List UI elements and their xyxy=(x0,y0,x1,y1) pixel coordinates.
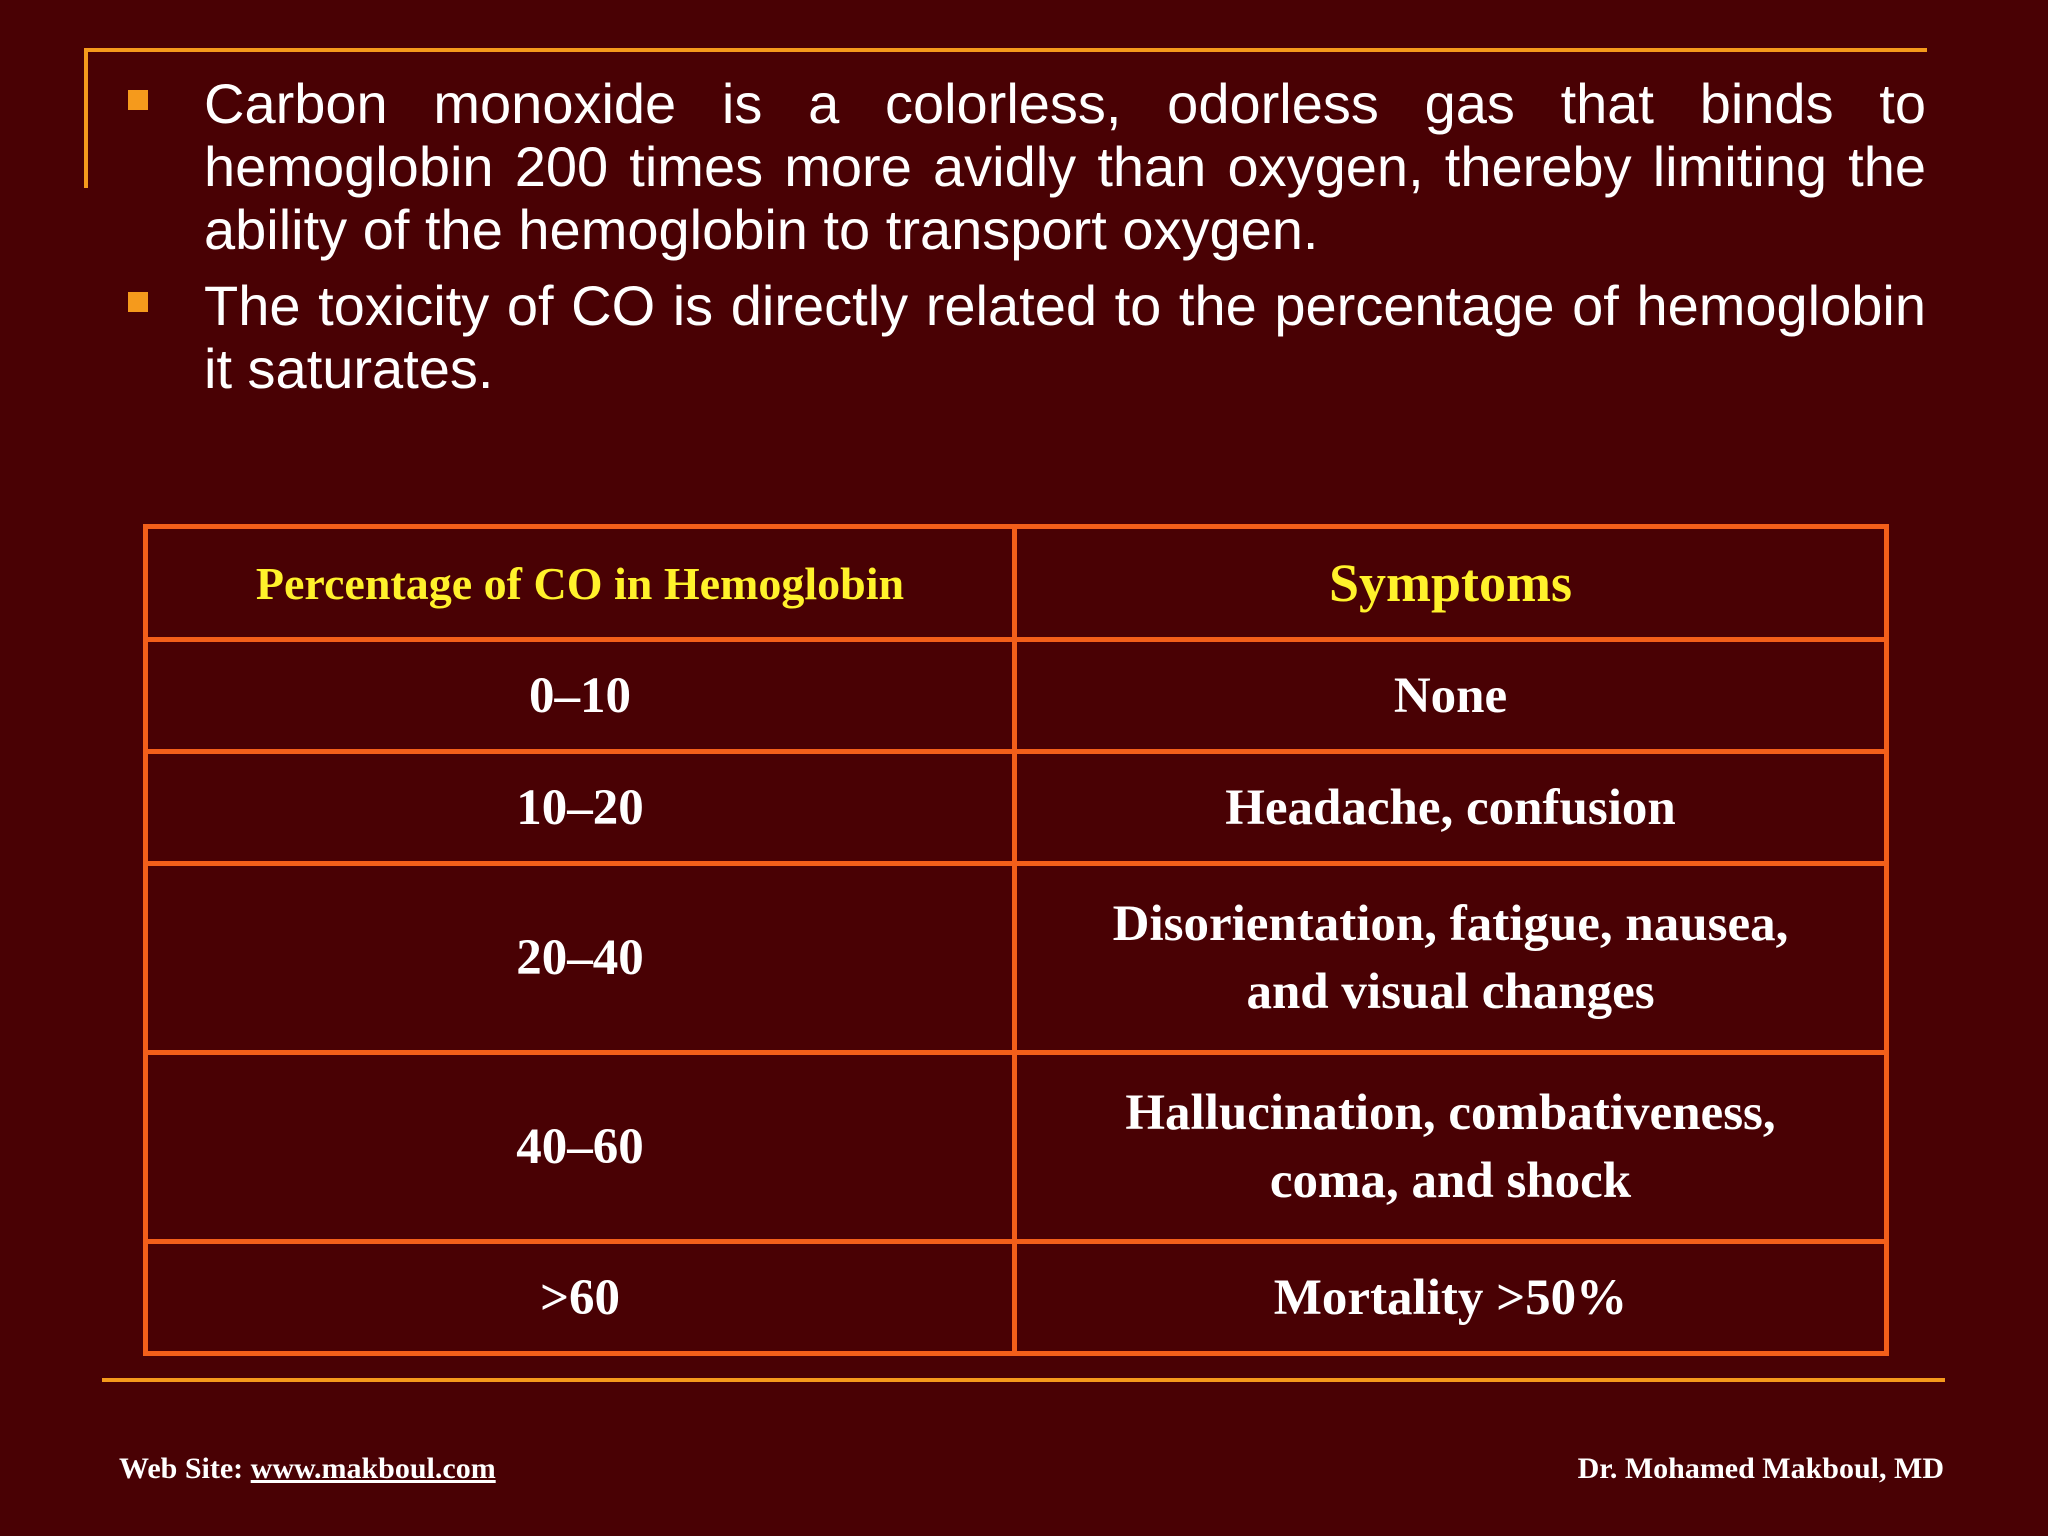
co-symptoms-table xyxy=(143,524,1889,1356)
header-symptoms: Symptoms xyxy=(1015,527,1887,640)
bullet-item xyxy=(124,72,1926,261)
table-header-row xyxy=(146,527,1887,640)
percent-cell: 20–40 xyxy=(146,864,1015,1053)
left-frame-line xyxy=(84,48,88,188)
symptoms-cell: None xyxy=(1015,640,1887,752)
website-link[interactable]: www.makboul.com xyxy=(250,1452,496,1485)
percent-cell: 10–20 xyxy=(146,752,1015,864)
square-bullet-icon xyxy=(128,292,148,312)
table-row xyxy=(146,1053,1887,1242)
symptoms-cell xyxy=(1015,1053,1887,1242)
symptoms-cell: Headache, confusion xyxy=(1015,752,1887,864)
footer-website xyxy=(119,1452,496,1486)
website-label: Web Site: xyxy=(119,1452,244,1485)
footer-rule xyxy=(102,1378,1945,1382)
percent-cell: 0–10 xyxy=(146,640,1015,752)
symptoms-cell xyxy=(1015,864,1887,1053)
bullet-text: The toxicity of CO is directly related to the percentage of hemoglobin it saturates. xyxy=(204,274,1926,400)
table-row xyxy=(146,1242,1887,1354)
bullet-text: Carbon monoxide is a colorless, odorless gas that binds to hemoglobin 200 times more avidly than oxygen, thereby limiting the ability of the hemoglobin to transport oxygen. xyxy=(204,72,1926,261)
percent-cell: 40–60 xyxy=(146,1053,1015,1242)
symptoms-cell: Mortality >50% xyxy=(1015,1242,1887,1354)
footer-author: Dr. Mohamed Makboul, MD xyxy=(1577,1452,1944,1485)
bullet-list xyxy=(124,72,1926,413)
square-bullet-icon xyxy=(128,90,148,110)
table-row xyxy=(146,752,1887,864)
table-row xyxy=(146,864,1887,1053)
bullet-item xyxy=(124,274,1926,400)
header-percentage: Percentage of CO in Hemoglobin xyxy=(146,527,1015,640)
top-frame-line xyxy=(84,48,1927,52)
table-row xyxy=(146,640,1887,752)
percent-cell: >60 xyxy=(146,1242,1015,1354)
symptoms-text: Hallucination, combativeness, coma, and shock xyxy=(1125,1085,1776,1209)
symptoms-text: Disorientation, fatigue, nausea, and visual changes xyxy=(1112,896,1789,1020)
